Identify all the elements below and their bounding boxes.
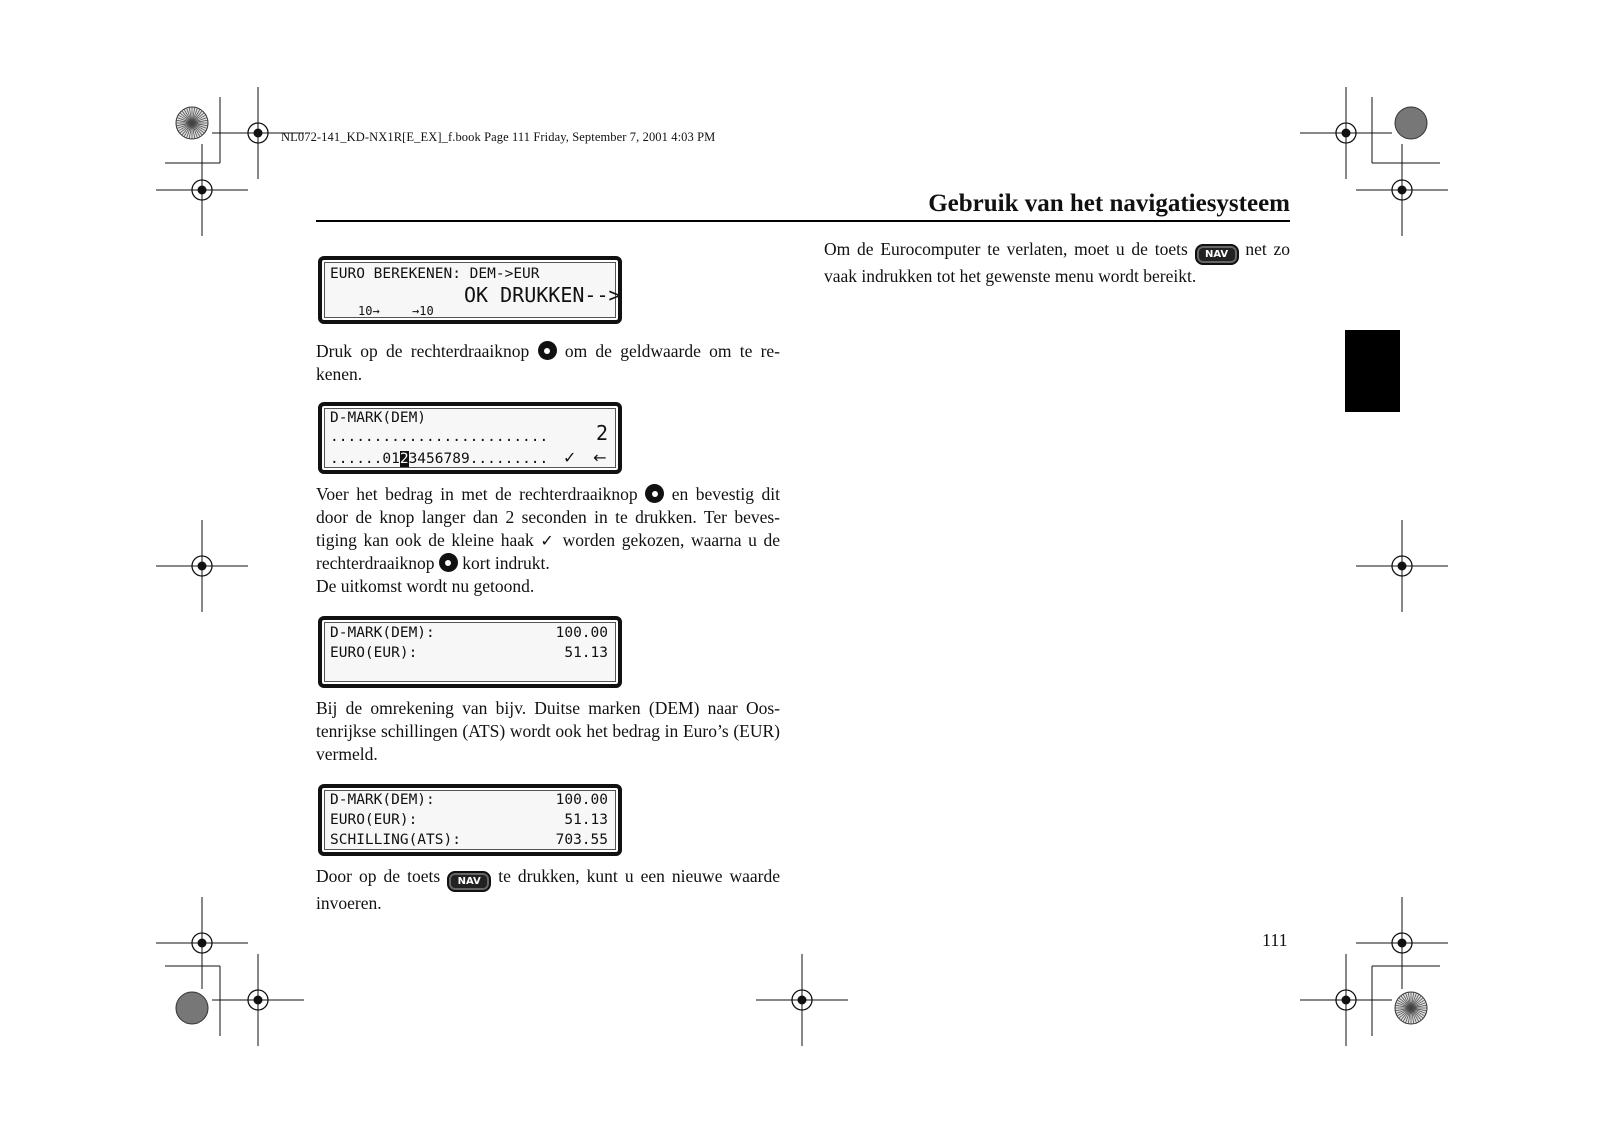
title-rule xyxy=(316,220,1290,222)
text: net zo vaak indrukken tot het gewenste menu wordt bereikt. xyxy=(824,239,1291,286)
lcd-value: 100.00 xyxy=(555,625,608,641)
color-register-circle-icon xyxy=(176,107,208,139)
check-icon: ✓ xyxy=(540,530,557,550)
text: om de geldwaarde om te re-kenen. xyxy=(316,341,781,384)
check-icon: ✓ xyxy=(563,448,577,467)
color-register-circle-icon xyxy=(176,992,208,1024)
paragraph-3: Bij de omrekening van bijv. Duitse marken (DEM) naar Oos-tenrijkse schillingen (ATS) wordt ook het bedrag in Euro’s (EUR) vermeld. xyxy=(316,698,780,764)
book-header-line: NL072-141_KD-NX1R[E_EX]_f.book Page 111 Friday, September 7, 2001 4:03 PM xyxy=(281,130,716,144)
registration-target-icon xyxy=(1356,144,1448,236)
nav-key-icon: NAV xyxy=(1195,244,1239,265)
lcd-label: EURO(EUR): xyxy=(330,645,418,661)
paragraph-4 xyxy=(316,865,780,915)
lcd-row xyxy=(330,791,608,809)
lcd-row xyxy=(330,624,608,642)
color-register-circle-icon xyxy=(1395,107,1427,139)
lcd-skip-back-icon: 10→ xyxy=(358,304,380,318)
lcd-ok-prompt: OK DRUKKEN--> xyxy=(464,283,621,307)
paragraph-1 xyxy=(316,340,780,386)
text: Om de Eurocomputer te verlaten, moet u de toets xyxy=(824,239,1188,259)
lcd-digits: 3456789......... xyxy=(408,451,549,467)
registration-target-icon xyxy=(156,144,248,236)
registration-target-icon xyxy=(212,954,304,1046)
text: en bevestig dit door de knop langer dan 2 seconden in te drukken. Ter beves-tiging kan ook de kleine haak xyxy=(316,484,781,550)
lcd-digits: ......01 xyxy=(330,451,400,467)
lcd-line: EURO BEREKENEN: DEM->EUR xyxy=(330,266,540,282)
lcd-line: D-MARK(DEM) xyxy=(330,410,427,426)
lcd-label: EURO(EUR): xyxy=(330,812,418,828)
lcd-value: 51.13 xyxy=(564,645,608,661)
lcd-value: 703.55 xyxy=(555,832,608,848)
lcd-dmark-input-screen xyxy=(318,402,622,474)
registration-target-icon xyxy=(1356,897,1448,989)
registration-target-icon xyxy=(756,954,848,1046)
registration-target-icon xyxy=(1356,520,1448,612)
right-knob-icon xyxy=(538,341,557,360)
color-register-circle-icon xyxy=(1395,992,1427,1024)
registration-target-icon xyxy=(1300,87,1392,179)
lcd-skip-forward-icon: →10 xyxy=(412,304,434,318)
paragraph-2 xyxy=(316,483,780,598)
lcd-entered-value: 2 xyxy=(595,421,608,445)
text: De uitkomst wordt nu getoond. xyxy=(316,576,535,597)
lcd-result-screen xyxy=(318,616,622,688)
right-knob-icon xyxy=(439,553,458,572)
back-arrow-icon: ← xyxy=(593,448,607,467)
lcd-euro-calc-screen xyxy=(318,256,622,324)
text: Voer het bedrag in met de rechterdraaiknop xyxy=(316,484,638,504)
lcd-label: D-MARK(DEM): xyxy=(330,625,435,641)
text: Druk op de rechterdraaiknop xyxy=(316,341,530,361)
lcd-result-schilling-screen xyxy=(318,784,622,856)
lcd-line xyxy=(330,421,608,446)
lcd-cursor: 2 xyxy=(399,451,409,467)
lcd-value: 51.13 xyxy=(564,812,608,828)
chapter-tab xyxy=(1345,330,1400,412)
nav-key-icon: NAV xyxy=(447,871,491,892)
text: te drukken, kunt u een nieuwe waarde invoeren. xyxy=(316,866,781,913)
text: Door op de toets xyxy=(316,866,441,886)
section-title: Gebruik van het navigatiesysteem xyxy=(928,190,1290,217)
registration-target-icon xyxy=(156,897,248,989)
paragraph-right xyxy=(824,238,1290,288)
registration-target-icon xyxy=(156,520,248,612)
registration-target-icon xyxy=(1300,954,1392,1046)
lcd-row xyxy=(330,644,608,662)
lcd-row xyxy=(330,831,608,849)
lcd-dots: ......................... xyxy=(330,429,549,445)
text: kort indrukt. xyxy=(457,553,550,574)
lcd-value: 100.00 xyxy=(555,792,608,808)
lcd-label: SCHILLING(ATS): xyxy=(330,832,461,848)
right-knob-icon xyxy=(645,484,664,503)
text: worden gekozen, waarna u de rechterdraaiknop xyxy=(316,529,781,574)
page-number: 111 xyxy=(1262,930,1288,950)
lcd-row xyxy=(330,811,608,829)
lcd-digit-selector xyxy=(330,449,608,468)
lcd-label: D-MARK(DEM): xyxy=(330,792,435,808)
